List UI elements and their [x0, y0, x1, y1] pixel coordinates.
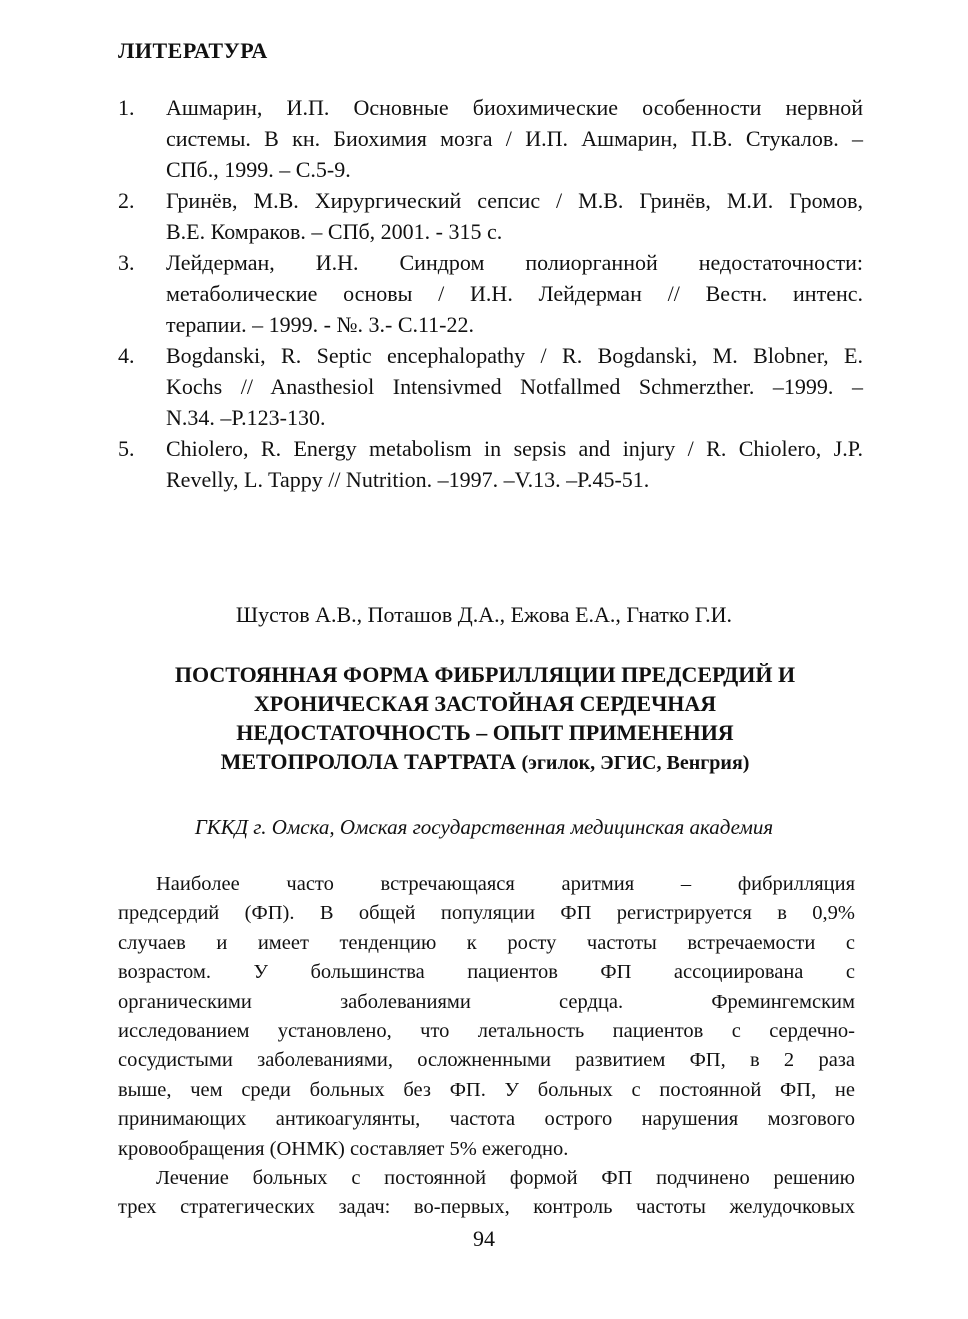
reference-item: [118, 340, 863, 433]
article-affiliation: ГККД г. Омска, Омская государственная медицинская академия: [194, 815, 774, 839]
title-line: ПОСТОЯННАЯ ФОРМА ФИБРИЛЛЯЦИИ ПРЕДСЕРДИЙ И: [174, 662, 796, 687]
reference-line: Kochs // Anasthesiol Intensivmed Notfallmed Schmerzther. –1999. –: [166, 374, 863, 399]
page-number: 94: [473, 1226, 495, 1251]
literature-heading: ЛИТЕРАТУРА: [118, 38, 268, 63]
reference-item: [118, 247, 863, 340]
body-line: принимающих антикоагулянты, частота острого нарушения мозгового: [118, 1108, 855, 1131]
reference-number: 3.: [118, 250, 135, 275]
reference-number: 5.: [118, 436, 135, 461]
body-line: кровообращения (ОНМК) составляет 5% ежегодно.: [118, 1137, 569, 1160]
reference-item: [118, 92, 863, 185]
reference-line: СПб., 1999. – С.5-9.: [166, 157, 351, 182]
reference-line: В.Е. Комраков. – СПб, 2001. - 315 с.: [166, 219, 503, 244]
reference-list: [118, 92, 863, 495]
title-line: НЕДОСТАТОЧНОСТЬ – ОПЫТ ПРИМЕНЕНИЯ: [236, 720, 734, 745]
reference-item: [118, 433, 863, 495]
body-line: исследованием установлено, что летальность пациентов с сердечно-: [118, 1019, 855, 1042]
reference-line: Revelly, L. Tappy // Nutrition. –1997. –V.13. –P.45-51.: [166, 467, 650, 492]
reference-line: Гринёв, М.В. Хирургический сепсис / М.В. Гринёв, М.И. Громов,: [166, 188, 863, 213]
reference-number: 2.: [118, 188, 135, 213]
title-line: ХРОНИЧЕСКАЯ ЗАСТОЙНАЯ СЕРДЕЧНАЯ: [253, 691, 717, 716]
reference-line: метаболические основы / И.Н. Лейдерман // Вестн. интенс.: [166, 281, 863, 306]
title-line-last: [100, 747, 870, 778]
article-title: [100, 660, 870, 778]
body-line: органическими заболеваниями сердца. Фремингемским: [118, 990, 855, 1013]
reference-line: Лейдерман, И.Н. Синдром полиорганной недостаточности:: [166, 250, 863, 275]
body-line: выше, чем среди больных без ФП. У больных с постоянной ФП, не: [118, 1078, 855, 1101]
body-line: сосудистыми заболеваниями, осложненными развитием ФП, в 2 раза: [118, 1049, 855, 1072]
body-line: Наиболее часто встречающаяся аритмия – фибрилляция: [156, 873, 855, 895]
article-authors: Шустов А.В., Поташов Д.А., Ежова Е.А., Гнатко Г.И.: [235, 602, 733, 627]
article-body: [118, 870, 855, 1223]
body-line: возрастом. У большинства пациентов ФП ассоциирована с: [118, 961, 855, 984]
reference-line: системы. В кн. Биохимия мозга / И.П. Ашмарин, П.В. Стукалов. –: [166, 126, 863, 151]
title-main-text: МЕТОПРОЛОЛА ТАРТРАТА: [220, 749, 517, 774]
body-line: предсердий (ФП). В общей популяции ФП регистрируется в 0,9%: [118, 902, 855, 925]
reference-line: Ашмарин, И.П. Основные биохимические особенности нервной: [166, 95, 863, 120]
reference-line: терапии. – 1999. - №. 3.- С.11-22.: [166, 312, 474, 337]
reference-line: Bogdanski, R. Septic encephalopathy / R. Bogdanski, M. Blobner, E.: [166, 343, 863, 368]
reference-item: [118, 185, 863, 247]
reference-number: 4.: [118, 343, 135, 368]
body-line: трех стратегических задач: во-первых, контроль частоты желудочковых: [118, 1196, 855, 1219]
reference-number: 1.: [118, 95, 135, 120]
body-line: случаев и имеет тенденцию к росту частоты встречаемости с: [118, 931, 855, 954]
reference-line: Chiolero, R. Energy metabolism in sepsis and injury / R. Chiolero, J.P.: [166, 436, 863, 461]
title-note: (эгилок, ЭГИС, Венгрия): [521, 752, 750, 774]
reference-line: N.34. –P.123-130.: [166, 405, 326, 430]
body-line: Лечение больных с постоянной формой ФП подчинено решению: [156, 1166, 855, 1189]
